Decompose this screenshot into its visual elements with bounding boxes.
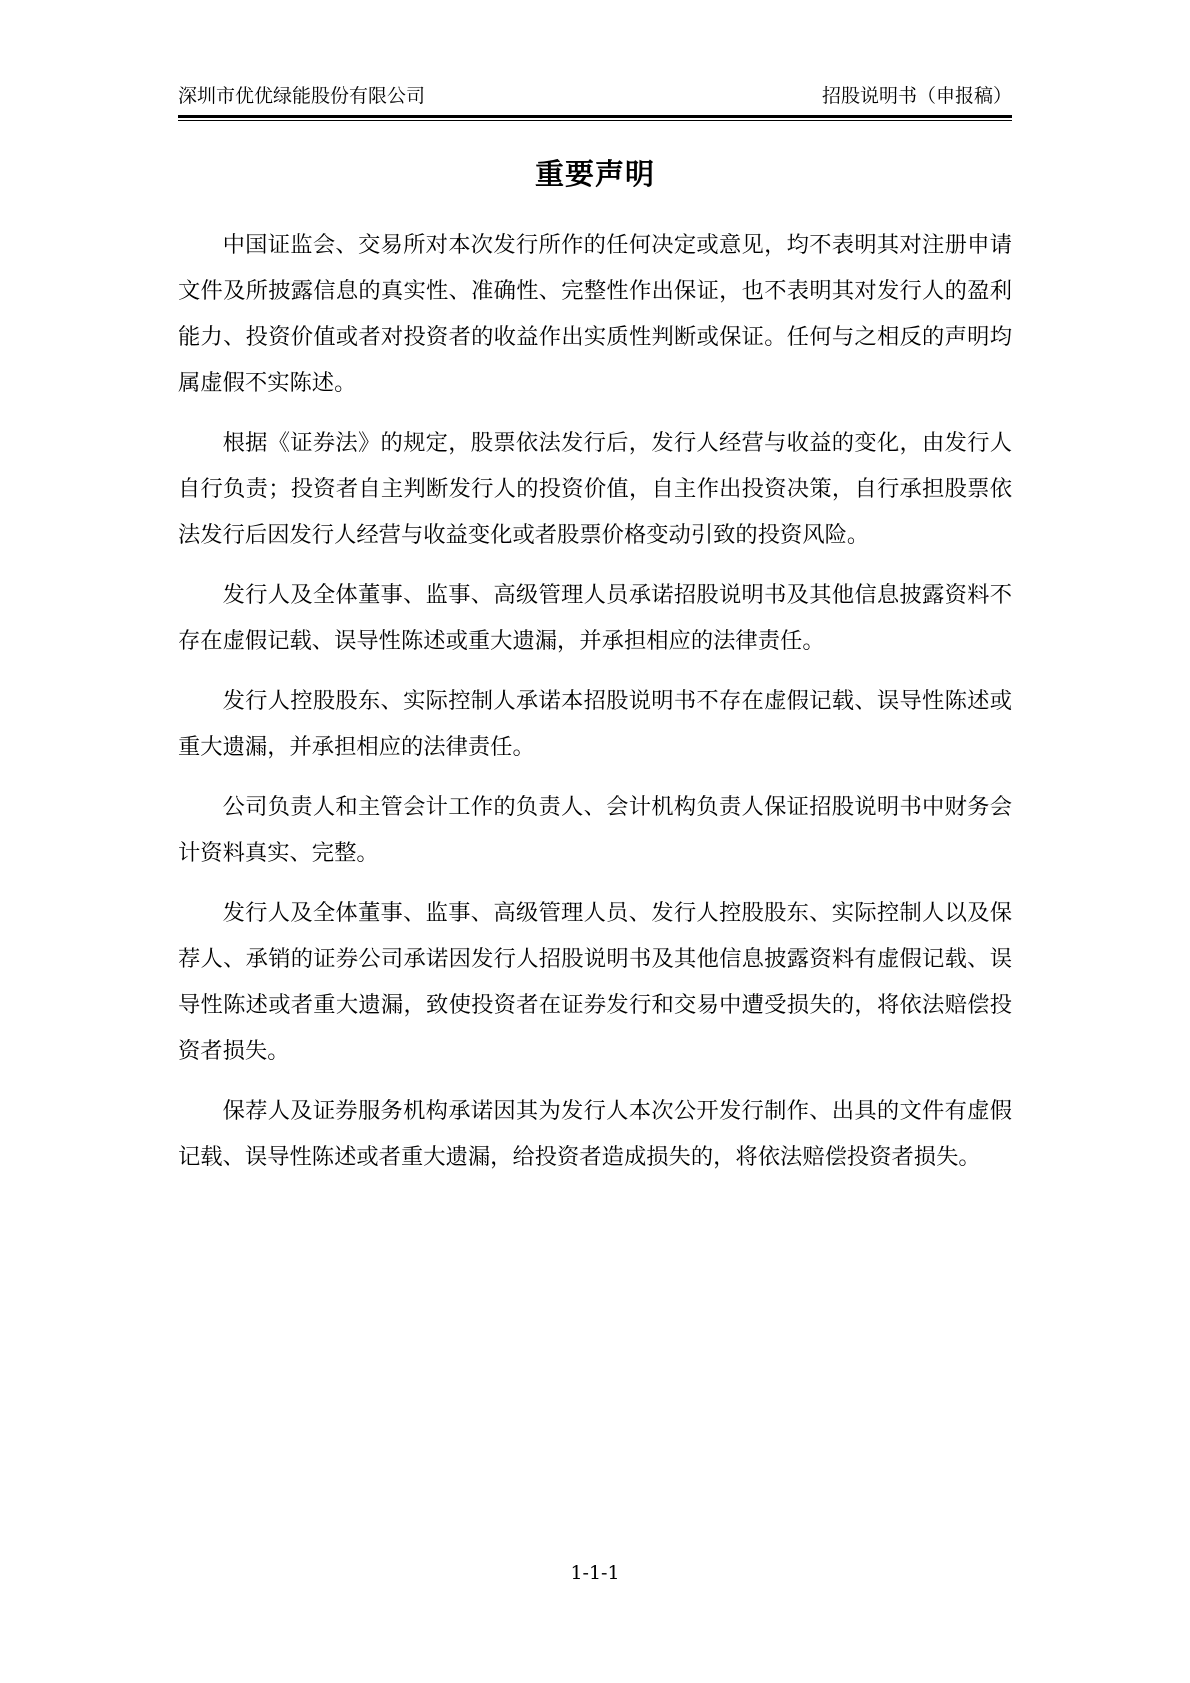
paragraph-controlling-shareholder-commitment: 发行人控股股东、实际控制人承诺本招股说明书不存在虚假记载、误导性陈述或重大遗漏，并承担相应的法律责任。: [178, 688, 1012, 760]
header-rule-thick: [178, 115, 1012, 118]
page-number: 1-1-1: [570, 1562, 620, 1584]
paragraph-investment-risk: 根据《证券法》的规定，股票依法发行后，发行人经营与收益的变化，由发行人自行负责；投资者自主判断发行人的投资价值，自主作出投资决策，自行承担股票依法发行后因发行人经营与收益变化或者股票价格变动引致的投资风险。: [178, 430, 1012, 548]
paragraph-sponsor-commitment: 保荐人及证券服务机构承诺因其为发行人本次公开发行制作、出具的文件有虚假记载、误导性陈述或者重大遗漏，给投资者造成损失的，将依法赔偿投资者损失。: [178, 1098, 1012, 1170]
paragraph-directors-commitment: 发行人及全体董事、监事、高级管理人员承诺招股说明书及其他信息披露资料不存在虚假记载、误导性陈述或重大遗漏，并承担相应的法律责任。: [178, 582, 1012, 654]
header-rule-thin: [178, 120, 1012, 121]
paragraph-compensation-commitment: 发行人及全体董事、监事、高级管理人员、发行人控股股东、实际控制人以及保荐人、承销的证券公司承诺因发行人招股说明书及其他信息披露资料有虚假记载、误导性陈述或者重大遗漏，致使投资者在证券发行和交易中遭受损失的，将依法赔偿投资者损失。: [178, 900, 1012, 1064]
header-company-name: 深圳市优优绿能股份有限公司: [178, 85, 426, 107]
paragraph-financial-data-guarantee: 公司负责人和主管会计工作的负责人、会计机构负责人保证招股说明书中财务会计资料真实、完整。: [178, 794, 1012, 866]
statement-body: [178, 222, 1012, 1194]
page-header: [178, 78, 1012, 120]
page-title: 重要声明: [534, 157, 655, 191]
header-document-type: 招股说明书（申报稿）: [821, 85, 1012, 107]
paragraph-regulator-disclaimer: 中国证监会、交易所对本次发行所作的任何决定或意见，均不表明其对注册申请文件及所披露信息的真实性、准确性、完整性作出保证，也不表明其对发行人的盈利能力、投资价值或者对投资者的收益作出实质性判断或保证。任何与之相反的声明均属虚假不实陈述。: [178, 232, 1012, 396]
